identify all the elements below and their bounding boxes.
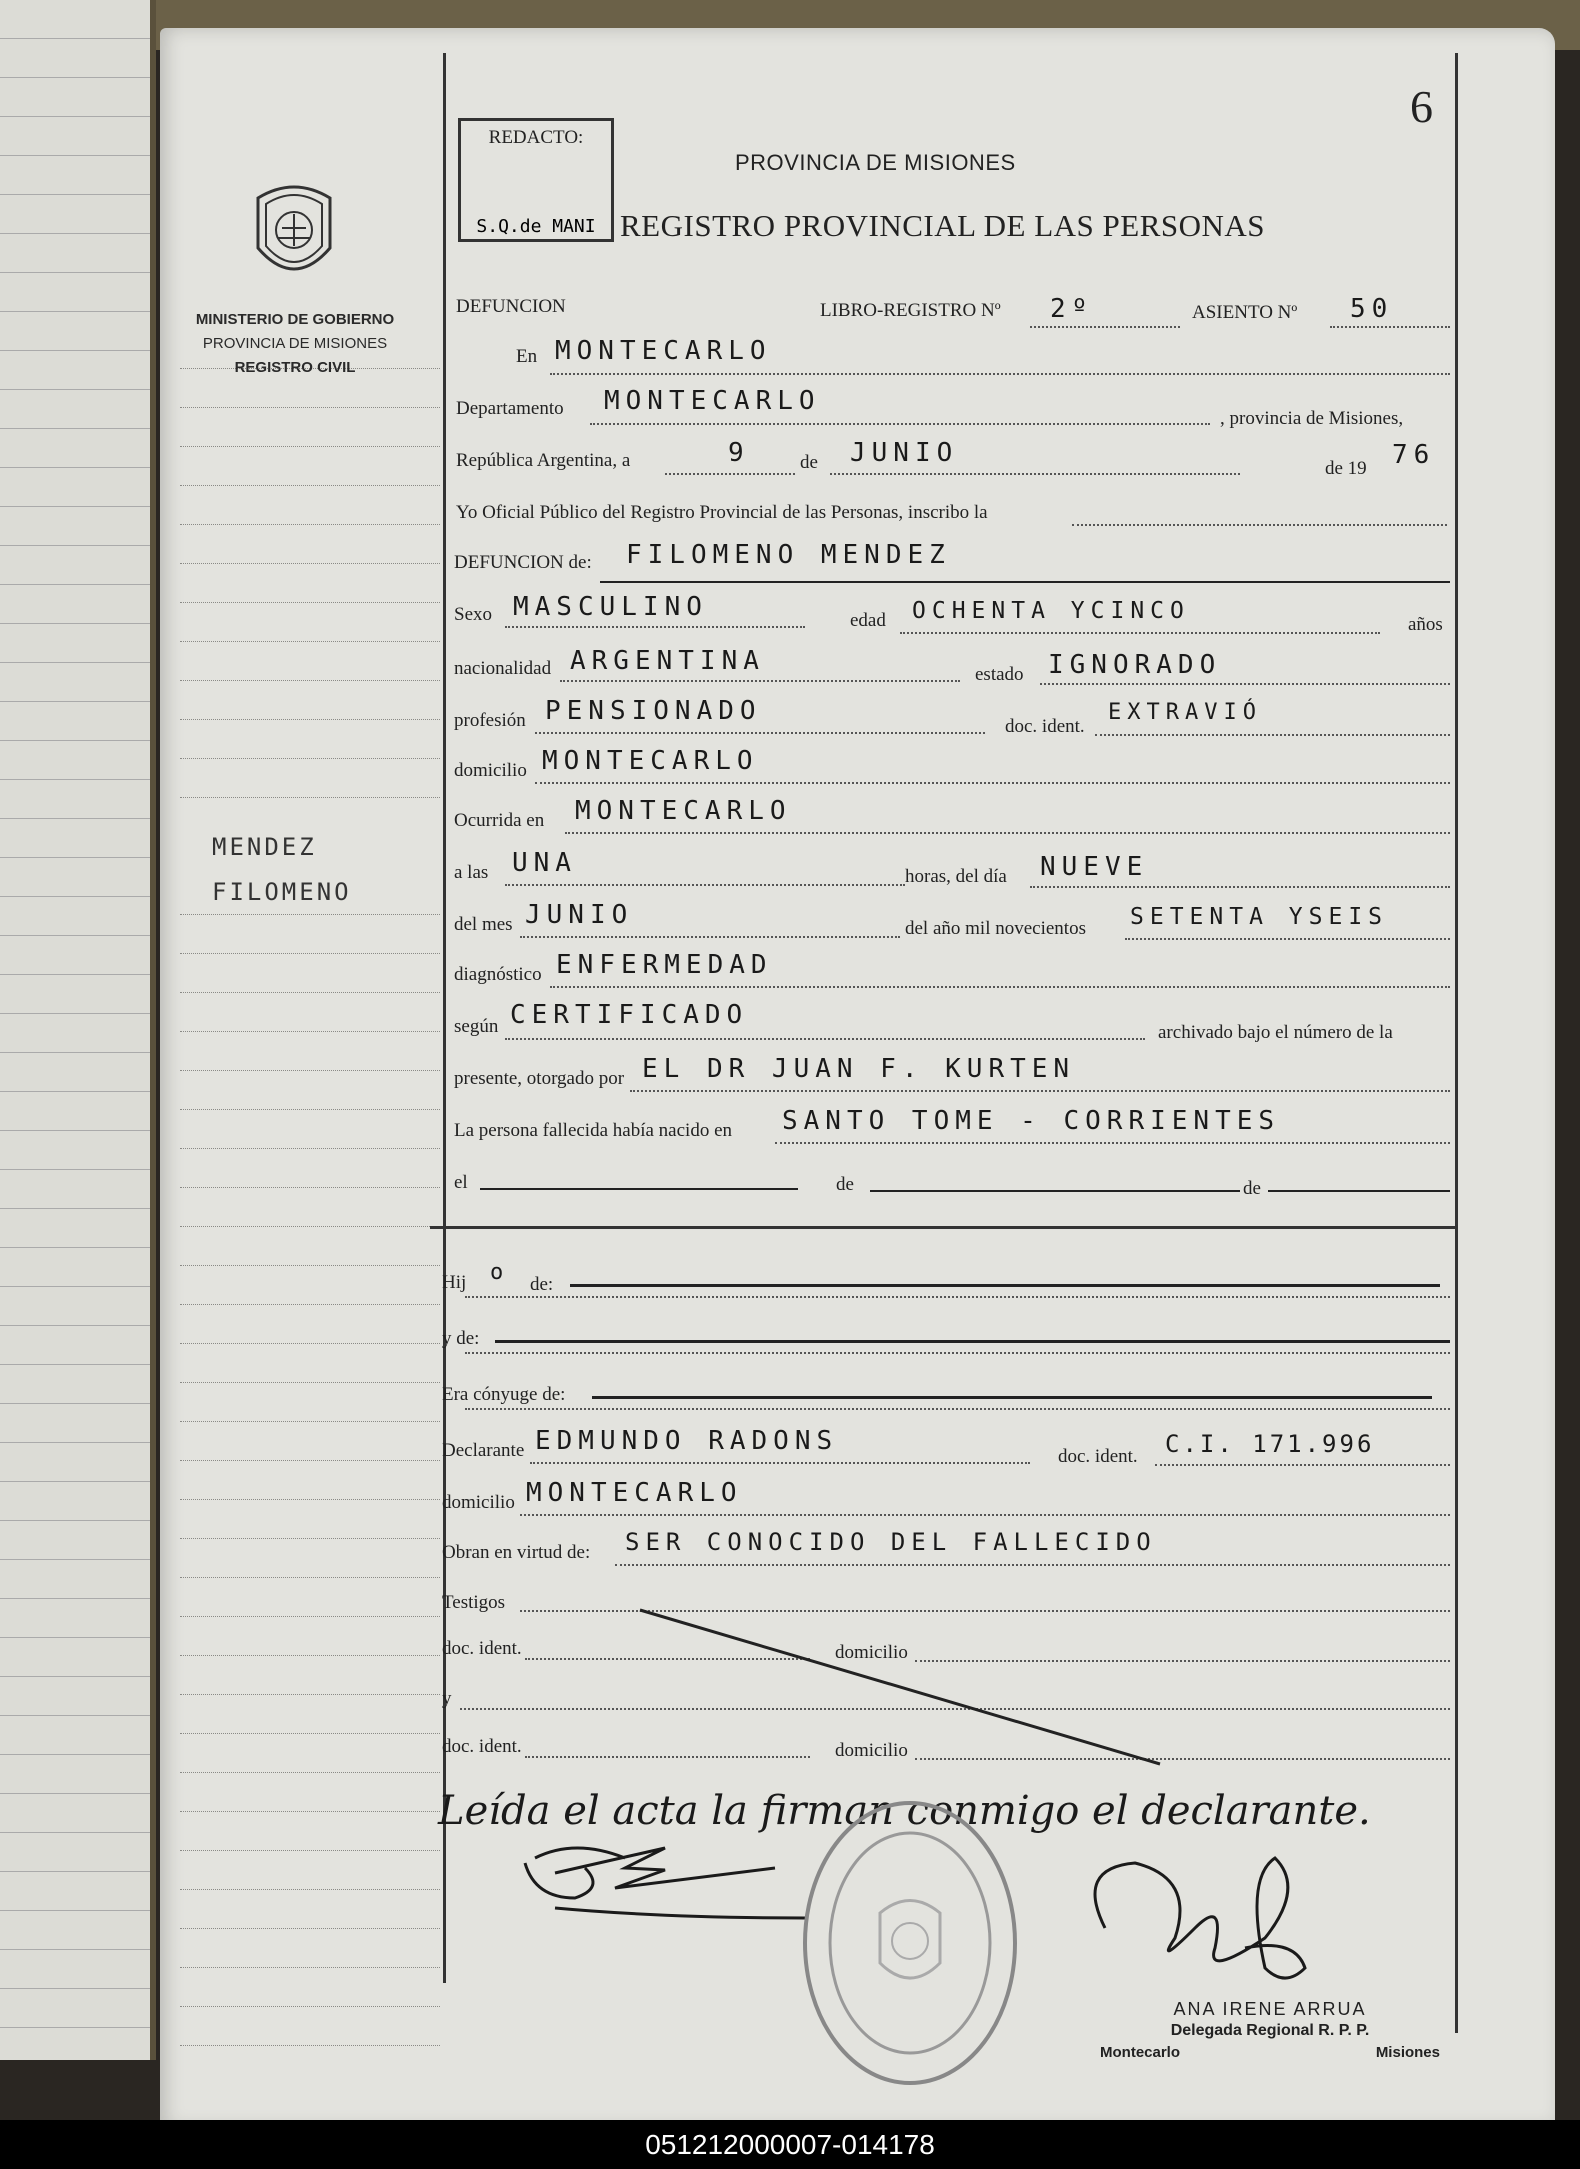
de19-label: de 19 — [1325, 458, 1367, 479]
declarante-doc-value: C.I. 171.996 — [1165, 1430, 1375, 1458]
ministry-line-1: MINISTERIO DE GOBIERNO — [195, 311, 395, 328]
ocurrida-label: Ocurrida en — [454, 810, 545, 831]
republica-label: República Argentina, a — [456, 450, 631, 471]
alas-label: a las — [454, 862, 489, 883]
obran-label: Obran en virtud de: — [442, 1542, 591, 1563]
page-number: 6 — [1410, 81, 1433, 132]
defuncion-title: DEFUNCION — [456, 296, 566, 317]
testigos-label: Testigos — [442, 1592, 506, 1613]
provincia-label: , provincia de Misiones, — [1220, 408, 1404, 429]
declarante-value: EDMUNDO RADONS — [535, 1426, 839, 1456]
signatory-place-right: Misiones — [1375, 2044, 1440, 2061]
ministry-line-3: REGISTRO CIVIL — [234, 359, 356, 376]
footer-id-bar — [0, 2120, 1580, 2169]
mes-value: JUNIO — [850, 438, 959, 468]
doc-ident-value: EXTRAVIÓ — [1108, 700, 1262, 725]
signatory-name: ANA IRENE ARRUA — [1173, 1999, 1367, 2019]
presente-value: EL DR JUAN F. KURTEN — [642, 1054, 1076, 1084]
delmes-value: JUNIO — [525, 900, 634, 930]
yde-label: y de: — [442, 1328, 480, 1349]
hij-label: Hij — [442, 1272, 467, 1293]
departamento-value: MONTECARLO — [604, 386, 821, 416]
doc2-label: doc. ident. — [442, 1736, 522, 1757]
edad-label: edad — [850, 610, 886, 631]
official-seal — [795, 1793, 1025, 2093]
alas-value: UNA — [512, 848, 577, 878]
margin-given-name: FILOMENO — [212, 878, 352, 906]
el-label: el — [454, 1172, 468, 1193]
presente-label: presente, otorgado por — [454, 1068, 625, 1089]
asiento-label: ASIENTO Nº — [1192, 302, 1298, 323]
sexo-label: Sexo — [454, 604, 492, 625]
nacido-value: SANTO TOME - CORRIENTES — [782, 1106, 1281, 1136]
estado-label: estado — [975, 664, 1024, 685]
signatory-block — [1100, 1998, 1440, 2064]
de-label: de — [800, 452, 818, 473]
yo-oficial-text: Yo Oficial Público del Registro Provincial de las Personas, inscribo la — [456, 502, 988, 523]
anios-label: años — [1408, 614, 1443, 635]
official-signature — [1065, 1848, 1425, 1998]
domicilio2-value: MONTECARLO — [526, 1478, 743, 1508]
province-title: PROVINCIA DE MISIONES — [735, 150, 1016, 175]
footer-id: 051212000007-014178 — [645, 2129, 935, 2160]
doc-ident-label: doc. ident. — [1005, 716, 1085, 737]
libro-value: 2º — [1050, 294, 1094, 324]
departamento-label: Departamento — [456, 398, 564, 419]
ministry-line-2: PROVINCIA DE MISIONES — [202, 335, 388, 352]
domicilio4-label: domicilio — [835, 1740, 908, 1761]
profesion-label: profesión — [454, 710, 526, 731]
en-label: En — [516, 346, 538, 367]
declarante-doc-label: doc. ident. — [1058, 1446, 1138, 1467]
y-label: y — [442, 1688, 452, 1709]
margin-surname: MENDEZ — [212, 833, 317, 861]
archivado-label: archivado bajo el número de la — [1158, 1022, 1393, 1043]
defuncion-de-value: FILOMENO MENDEZ — [626, 540, 951, 570]
redacto-value: S.Q.de MANI — [476, 216, 596, 237]
closing-statement: Leída el acta la firman conmigo el declarante. — [438, 1788, 1371, 1834]
doc1-label: doc. ident. — [442, 1638, 522, 1659]
segun-label: según — [454, 1016, 499, 1037]
declarante-label: Declarante — [442, 1440, 525, 1461]
asiento-value: 50 — [1350, 294, 1394, 324]
ocurrida-value: MONTECARLO — [575, 796, 792, 826]
profesion-value: PENSIONADO — [545, 696, 762, 726]
diagnostico-label: diagnóstico — [454, 964, 542, 985]
signatory-title: Delegada Regional R. P. P. — [1170, 2022, 1370, 2039]
conyuge-label: Era cónyuge de: — [442, 1384, 566, 1405]
delmes-label: del mes — [454, 914, 513, 935]
redacto-label: REDACTO: — [488, 127, 584, 148]
horas-value: NUEVE — [1040, 852, 1149, 882]
defuncion-de-label: DEFUNCION de: — [454, 552, 592, 573]
signatory-place-left: Montecarlo — [1100, 2044, 1181, 2061]
diagnostico-value: ENFERMEDAD — [556, 950, 773, 980]
hij-value: o — [490, 1260, 510, 1285]
delanio-label: del año mil novecientos — [905, 918, 1086, 939]
nacido-label: La persona fallecida había nacido en — [454, 1120, 732, 1141]
el-de-label: de — [836, 1174, 854, 1195]
anio-value: 76 — [1392, 440, 1436, 470]
segun-value: CERTIFICADO — [510, 1000, 749, 1030]
horas-label: horas, del día — [905, 866, 1007, 887]
libro-label: LIBRO-REGISTRO Nº — [820, 300, 1001, 321]
domicilio-value: MONTECARLO — [542, 746, 759, 776]
estado-value: IGNORADO — [1048, 650, 1222, 680]
registry-title: REGISTRO PROVINCIAL DE LAS PERSONAS — [620, 208, 1266, 243]
nacionalidad-label: nacionalidad — [454, 658, 552, 679]
domicilio-label: domicilio — [454, 760, 527, 781]
nacionalidad-value: ARGENTINA — [570, 646, 765, 676]
el-de2-label: de — [1243, 1178, 1261, 1199]
edad-value: OCHENTA YCINCO — [912, 598, 1190, 624]
obran-value: SER CONOCIDO DEL FALLECIDO — [625, 1528, 1157, 1556]
en-value: MONTECARLO — [555, 336, 772, 366]
register-page — [160, 28, 1555, 2128]
domicilio3-label: domicilio — [835, 1642, 908, 1663]
dia-value: 9 — [728, 438, 750, 468]
sexo-value: MASCULINO — [513, 592, 708, 622]
domicilio2-label: domicilio — [442, 1492, 515, 1513]
delanio-value: SETENTA YSEIS — [1130, 904, 1389, 930]
hij-de-label: de: — [530, 1274, 554, 1295]
left-page — [0, 0, 156, 2060]
